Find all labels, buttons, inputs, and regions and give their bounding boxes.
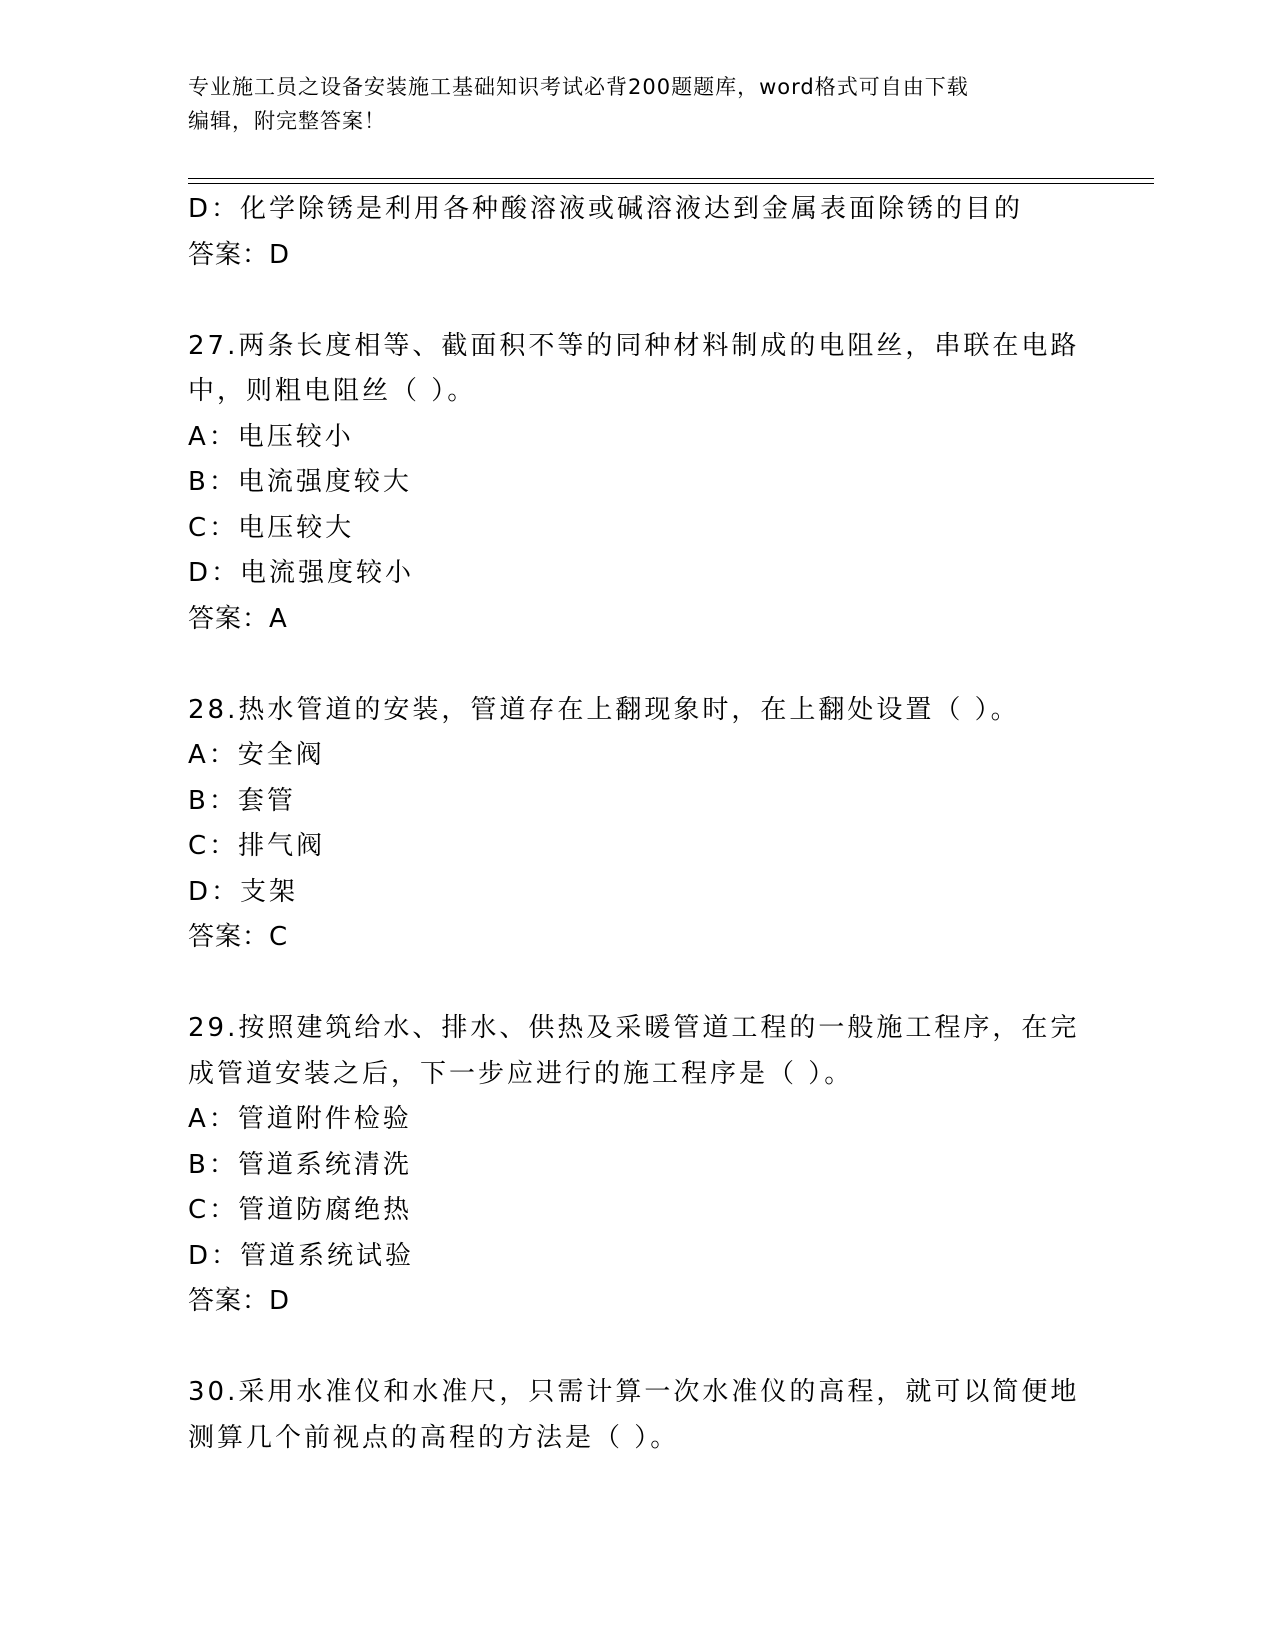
option-a: A：电压较小 [188, 421, 354, 452]
question-28 [188, 688, 1088, 961]
spacer [188, 278, 1088, 324]
document-header [188, 70, 1088, 138]
question-27 [188, 324, 1088, 643]
question-stem: 30.采用水准仪和水准尺，只需计算一次水准仪的高程，就可以简便地 [188, 1377, 1080, 1407]
question-list [188, 187, 1088, 1461]
option-a: A：安全阀 [188, 740, 325, 770]
answer: 答案：A [188, 603, 288, 634]
spacer [188, 1325, 1088, 1371]
option-b: B：管道系统清洗 [188, 1149, 412, 1180]
option-d: D：化学除锈是利用各种酸溶液或碱溶液达到金属表面除锈的目的 [188, 194, 1024, 224]
header-line-1: 专业施工员之设备安装施工基础知识考试必背200题题库，word格式可自由下载 [188, 75, 969, 99]
option-b: B：电流强度较大 [188, 467, 412, 497]
question-30 [188, 1370, 1088, 1461]
question-stem: 成管道安装之后，下一步应进行的施工程序是（ ）。 [188, 1058, 854, 1089]
option-d: D：电流强度较小 [188, 558, 415, 588]
question-26-tail [188, 187, 1088, 278]
answer: 答案：D [188, 1286, 291, 1316]
option-c: C：排气阀 [188, 831, 326, 861]
question-stem: 测算几个前视点的高程的方法是（ ）。 [188, 1422, 680, 1453]
answer: 答案：D [188, 239, 291, 270]
header-rule-top [188, 178, 1154, 179]
question-29 [188, 1006, 1088, 1325]
option-d: D：支架 [188, 876, 299, 907]
header-rule-bottom [188, 183, 1154, 184]
spacer [188, 961, 1088, 1007]
answer: 答案：C [188, 922, 289, 952]
option-c: C：管道防腐绝热 [188, 1195, 413, 1225]
option-d: D：管道系统试验 [188, 1240, 415, 1271]
header-line-2: 编辑，附完整答案！ [188, 109, 386, 133]
option-a: A：管道附件检验 [188, 1104, 412, 1134]
question-stem: 27.两条长度相等、截面积不等的同种材料制成的电阻丝，串联在电路 [188, 330, 1080, 361]
question-stem: 28.热水管道的安装，管道存在上翻现象时，在上翻处设置（ ）。 [188, 694, 1020, 725]
question-stem: 中，则粗电阻丝（ ）。 [188, 376, 477, 406]
question-stem: 29.按照建筑给水、排水、供热及采暖管道工程的一般施工程序，在完 [188, 1013, 1080, 1043]
option-c: C：电压较大 [188, 512, 355, 543]
spacer [188, 642, 1088, 688]
option-b: B：套管 [188, 785, 296, 816]
